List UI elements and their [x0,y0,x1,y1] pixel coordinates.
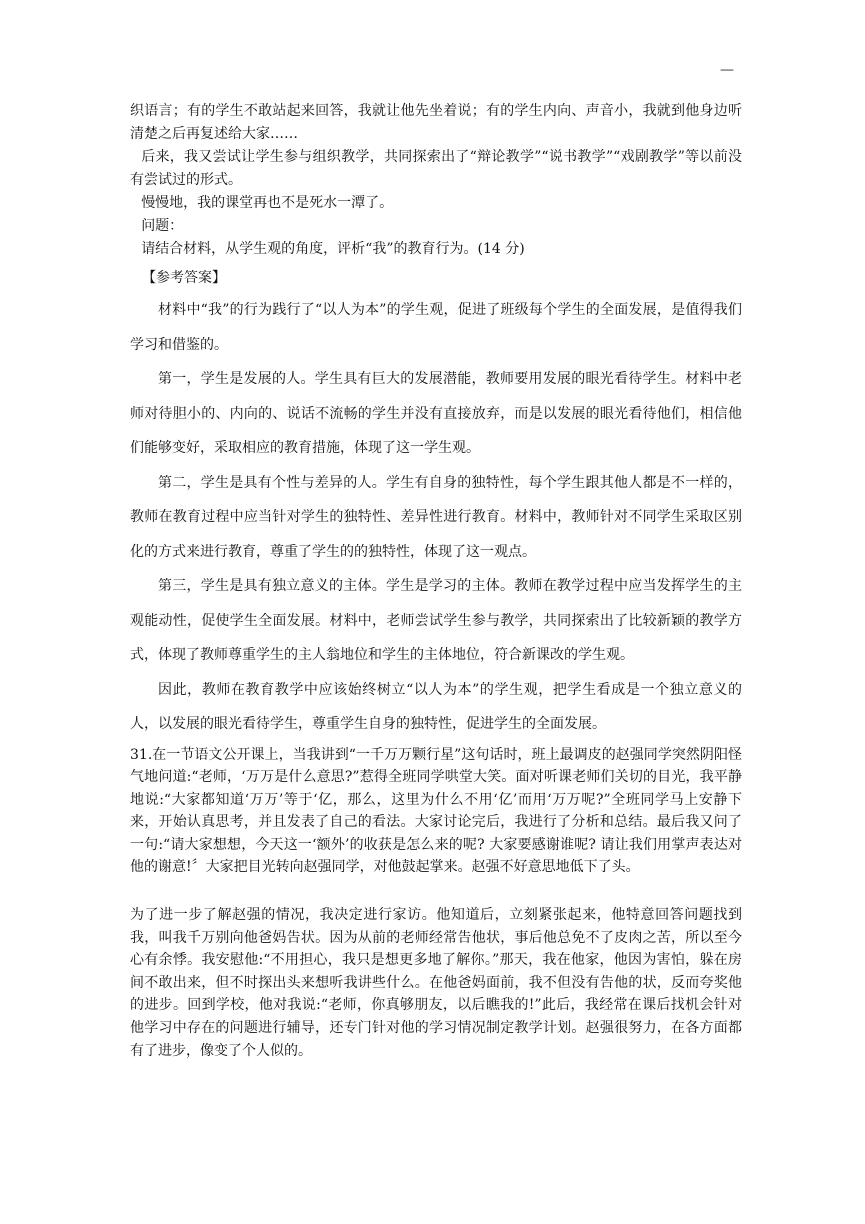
material-paragraph-3: 慢慢地，我的课堂再也不是死水一潭了。 [141,195,394,211]
page-number: — [720,62,734,78]
question-text: 请结合材料，从学生观的角度，评析“我”的教育行为。(14 分) [141,241,525,257]
question-31-text: 31.在一节语文公开课上，当我讲到“一千万万颗行星”这句话时，班上最调皮的赵强同学突然阴阳怪气地问道:“老师，‘万万是什么意思?”惹得全班同学哄堂大笑。面对听课老师们关切的目光，我平静地说:“大家都知道‘万万’等于‘亿，那么，这里为什么不用‘亿’而用‘万万呢?”全班同学马上安静下来，开始认真思考，并且发表了自己的看法。大家讨论完后，我进行了分析和总结。最后我又问了一句:“请大家想想，今天这一‘额外’的收获是怎么来的呢? 大家要感谢谁呢? 请让我们用掌声表达对他的谢意!〞大家把目光转向赵强同学，对他鼓起掌来。赵强不好意思地低下了头。 [130,746,742,876]
document-body [130,100,742,1062]
reference-answer-label: 【参考答案】 [142,270,226,286]
home-visit-paragraph: 为了进一步了解赵强的情况，我决定进行家访。他知道后，立刻紧张起来，他特意回答问题找到我，叫我千万别向他爸妈告状。因为从前的老师经常告他状，事后他总免不了皮肉之苦，所以至今心有余悸。我安慰他:“不用担心，我只是想更多地了解你。”那天，我在他家，他因为害怕，躲在房间不敢出来，但不时探出头来想听我讲些什么。在他爸妈面前，我不但没有告他的状，反而夸奖他的进步。回到学校，他对我说:“老师，你真够朋友，以后瞧我的!”此后，我经常在课后找机会针对他学习中存在的问题进行辅导，还专门针对他的学习情况制定教学计划。赵强很努力，在各方面都有了进步，像变了个人似的。 [130,907,742,1059]
material-paragraph-1: 织语言；有的学生不敢站起来回答，我就让他先坐着说；有的学生内向、声音小，我就到他身边听清楚之后再复述给大家…… [130,103,742,142]
material-paragraph-2: 后来，我又尝试让学生参与组织教学，共同探索出了“辩论教学”“说书教学”“戏剧教学”等以前没有尝试过的形式。 [130,149,742,188]
question-label: 问题： [141,218,184,234]
answer-paragraph-3: 第二，学生是具有个性与差异的人。学生有自身的独特性，每个学生跟其他人都是不一样的，教师在教育过程中应当针对学生的独特性、差异性进行教育。材料中，教师针对不同学生采取区别化的方式来进行教育，尊重了学生的的独特性，体现了这一观点。 [130,474,742,560]
answer-paragraph-2: 第一，学生是发展的人。学生具有巨大的发展潜能，教师要用发展的眼光看待学生。材料中老师对待胆小的、内向的、说话不流畅的学生并没有直接放弃，而是以发展的眼光看待他们，相信他们能够变好，采取相应的教育措施，体现了这一学生观。 [130,371,742,456]
answer-paragraph-4: 第三，学生是具有独立意义的主体。学生是学习的主体。教师在教学过程中应当发挥学生的主观能动性，促使学生全面发展。材料中，老师尝试学生参与教学，共同探索出了比较新颖的教学方式，体现了教师尊重学生的主人翁地位和学生的主体地位，符合新课改的学生观。 [130,578,742,663]
answer-paragraph-5: 因此，教师在教育教学中应该始终树立“以人为本”的学生观，把学生看成是一个独立意义的人，以发展的眼光看待学生，尊重学生自身的独特性，促进学生的全面发展。 [130,681,742,732]
answer-paragraph-1: 材料中“我”的行为践行了“以人为本”的学生观，促进了班级每个学生的全面发展，是值得我们学习和借鉴的。 [130,302,742,353]
